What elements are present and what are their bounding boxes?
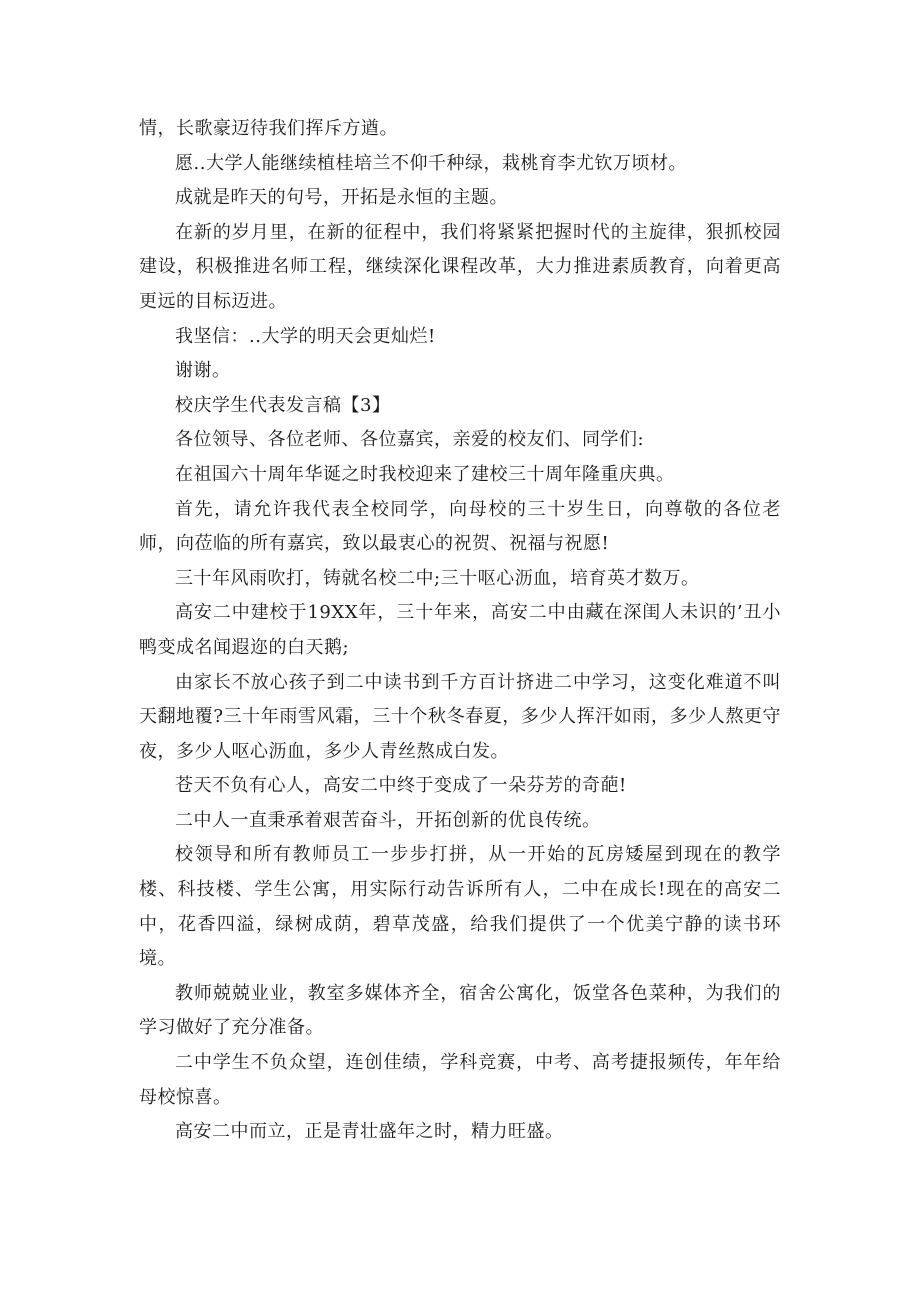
paragraph: 二中人一直秉承着艰苦奋斗，开拓创新的优良传统。: [175, 809, 601, 831]
paragraph: 愿..大学人能继续植桂培兰不仰千种绿，栽桃育李尤钦万顷材。: [175, 152, 687, 174]
document-page: [139, 112, 781, 1150]
paragraph: 由家长不放心孩子到二中读书到千方百计挤进二中学习，这变化难道不叫天翻地覆?三十年雨雪风霜，三十个秋冬春夏，多少人挥汗如雨，多少人熬更守夜，多少人呕心沥血，多少人青丝熬成白发。: [139, 671, 781, 762]
section-heading: 校庆学生代表发言稿【3】: [175, 394, 391, 416]
paragraph: 苍天不负有心人，高安二中终于变成了一朵芬芳的奇葩!: [175, 775, 627, 797]
paragraph: 我坚信：..大学的明天会更灿烂!: [175, 325, 436, 347]
paragraph: 各位领导、各位老师、各位嘉宾，亲爱的校友们、同学们:: [175, 429, 645, 451]
paragraph: 谢谢。: [175, 360, 231, 382]
paragraph: 三十年风雨吹打，铸就名校二中;三十呕心沥血，培育英才数万。: [175, 567, 700, 589]
paragraph: 校领导和所有教师员工一步步打拼，从一开始的瓦房矮屋到现在的教学楼、科技楼、学生公寓，用实际行动告诉所有人，二中在成长!现在的高安二中，花香四溢，绿树成荫，碧草茂盛，给我们提供了一个优美宁静的读书环境。: [139, 844, 781, 970]
paragraph: 首先，请允许我代表全校同学，向母校的三十岁生日，向尊敬的各位老师，向莅临的所有嘉宾，致以最衷心的祝贺、祝福与祝愿!: [139, 498, 781, 555]
paragraph: 教师兢兢业业，教室多媒体齐全，宿舍公寓化，饭堂各色菜种，为我们的学习做好了充分准备。: [139, 982, 781, 1039]
paragraph: 高安二中建校于19XX年，三十年来，高安二中由藏在深闺人未识的’丑小鸭变成名闻遐迩的白天鹅;: [139, 602, 781, 658]
paragraph: 二中学生不负众望，连创佳绩，学科竞赛，中考、高考捷报频传，年年给母校惊喜。: [139, 1052, 781, 1108]
paragraph: 成就是昨天的句号，开拓是永恒的主题。: [175, 187, 508, 209]
paragraph: 高安二中而立，正是青壮盛年之时，精力旺盛。: [175, 1121, 564, 1143]
paragraph: 在祖国六十周年华诞之时我校迎来了建校三十周年隆重庆典。: [175, 463, 675, 485]
paragraph: 在新的岁月里，在新的征程中，我们将紧紧把握时代的主旋律，狠抓校园建设，积极推进名师工程，继续深化课程改革，大力推进素质教育，向着更高更远的目标迈进。: [139, 221, 781, 312]
paragraph: 情，长歌豪迈待我们挥斥方遒。: [139, 118, 398, 139]
